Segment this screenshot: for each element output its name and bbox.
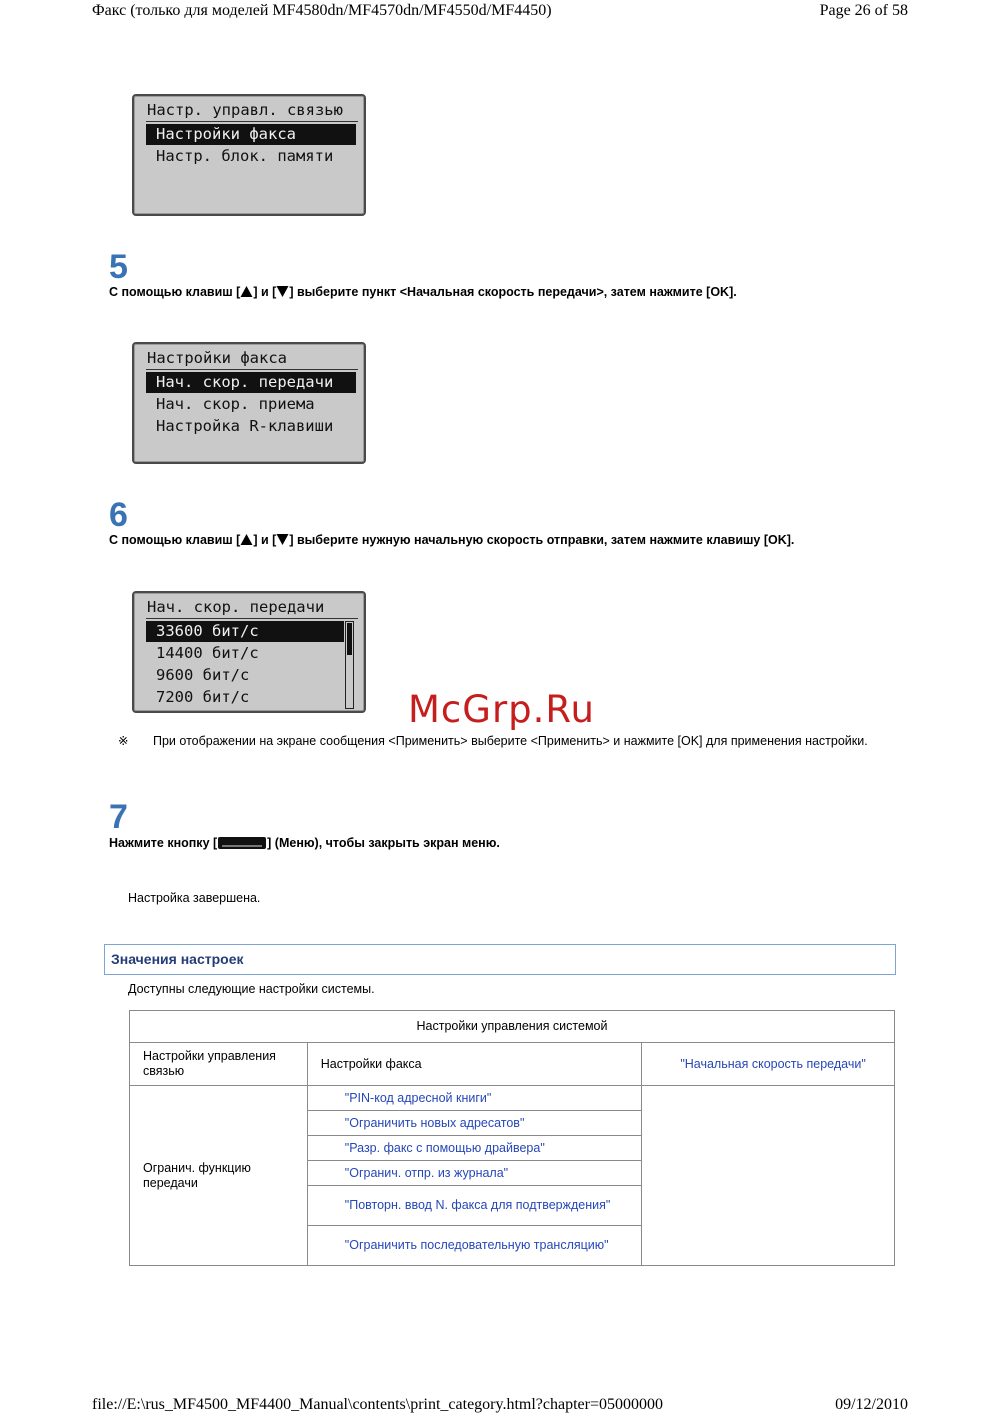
table-row (130, 1043, 895, 1086)
lcd-item: 9600 бит/с (156, 666, 250, 684)
lcd-item: 14400 бит/с (156, 644, 259, 662)
settings-table (129, 1010, 895, 1266)
completion-text: Настройка завершена. (128, 891, 261, 905)
table-cell-empty (642, 1086, 895, 1266)
table-top-header: Настройки управления системой (130, 1011, 895, 1043)
lcd-title-underline (146, 369, 358, 370)
lcd-item: 7200 бит/с (156, 688, 250, 706)
note-text: При отображении на экране сообщения <Применить> выберите <Применить> и нажмите [OK] для применения настройки. (153, 734, 868, 748)
step-5-text-a: С помощью клавиш [ (109, 285, 241, 299)
step-6-text-c: ] выберите нужную начальную скорость отправки, затем нажмите клавишу [OK]. (289, 533, 795, 547)
step-5-text-c: ] выберите пункт <Начальная скорость передачи>, затем нажмите [OK]. (289, 285, 737, 299)
lcd-screen-tx-speed (132, 591, 366, 713)
step-number-5: 5 (109, 248, 128, 286)
step-7-text-b: ] (Меню), чтобы закрыть экран меню. (267, 836, 500, 850)
link-confirm-fax-number[interactable]: "Повторн. ввод N. факса для подтверждения" (307, 1186, 642, 1226)
link-restrict-new-recipients[interactable]: "Ограничить новых адресатов" (307, 1111, 642, 1136)
lcd-scrollbar (345, 621, 354, 709)
lcd-scrollbar-thumb (347, 623, 352, 655)
lcd-title: Настройки факса (147, 349, 287, 367)
down-arrow-icon (276, 533, 289, 546)
up-arrow-icon (240, 285, 253, 298)
table-cell: Настройки управления связью (130, 1043, 308, 1086)
step-7-instruction (109, 836, 500, 850)
step-5-instruction (109, 285, 737, 299)
lcd-item: Нач. скор. приема (156, 395, 315, 413)
lcd-item-selected: 33600 бит/с (156, 622, 259, 640)
lcd-title-underline (146, 121, 358, 122)
step-6-text-a: С помощью клавиш [ (109, 533, 241, 547)
step-6-instruction (109, 533, 794, 547)
table-row (130, 1086, 895, 1111)
note-mark-icon: ※ (118, 734, 129, 748)
step-number-7: 7 (109, 798, 128, 836)
section-heading: Значения настроек (104, 944, 896, 975)
link-initial-tx-speed[interactable]: "Начальная скорость передачи" (642, 1043, 895, 1086)
step-5-text-b: ] и [ (253, 285, 277, 299)
down-arrow-icon (276, 285, 289, 298)
note (118, 734, 878, 749)
step-number-6: 6 (109, 496, 128, 534)
menu-key-icon (217, 836, 267, 850)
link-pin-address-book[interactable]: "PIN-код адресной книги" (307, 1086, 642, 1111)
table-row (130, 1011, 895, 1043)
page-header-title: Факс (только для моделей MF4580dn/MF4570dn/MF4550d/MF4450) (92, 2, 552, 19)
print-date: 09/12/2010 (835, 1396, 908, 1413)
watermark-logo: McGrp.Ru (408, 688, 595, 731)
lcd-item-selected: Нач. скор. передачи (156, 373, 334, 391)
section-intro: Доступны следующие настройки системы. (128, 982, 375, 996)
lcd-title: Нач. скор. передачи (147, 598, 325, 616)
up-arrow-icon (240, 533, 253, 546)
table-cell: Настройки факса (307, 1043, 642, 1086)
lcd-title-underline (146, 618, 358, 619)
lcd-item: Настр. блок. памяти (156, 147, 334, 165)
link-restrict-sequential-broadcast[interactable]: "Ограничить последовательную трансляцию" (307, 1226, 642, 1266)
link-restrict-send-from-log[interactable]: "Огранич. отпр. из журнала" (307, 1161, 642, 1186)
file-path: file://E:\rus_MF4500_MF4400_Manual\contents\print_category.html?chapter=05000000 (92, 1396, 664, 1413)
step-7-text-a: Нажмите кнопку [ (109, 836, 218, 850)
page-number: Page 26 of 58 (819, 2, 908, 19)
step-6-text-b: ] и [ (253, 533, 277, 547)
link-allow-driver-fax[interactable]: "Разр. факс с помощью драйвера" (307, 1136, 642, 1161)
table-cell-group: Огранич. функцию передачи (130, 1086, 308, 1266)
lcd-title: Настр. управл. связью (147, 101, 343, 119)
lcd-item: Настройка R-клавиши (156, 417, 334, 435)
lcd-screen-comm-settings (132, 94, 366, 216)
lcd-item-selected: Настройки факса (156, 125, 296, 143)
lcd-screen-fax-settings (132, 342, 366, 464)
